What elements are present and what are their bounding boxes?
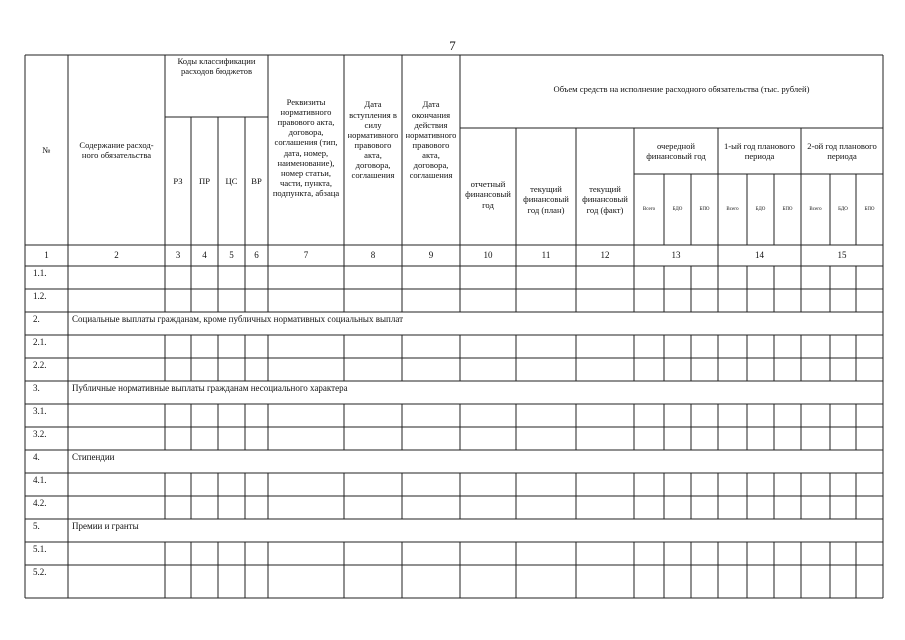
header-plan-year-2: 2-ой год планового периода: [807, 140, 877, 161]
header-budget-codes: Коды классификации расходов бюджетов: [177, 55, 256, 76]
column-number: 5: [229, 250, 234, 261]
header-date-end: Дата окончания действия нормативного правового акта, договора, соглашения: [406, 99, 456, 181]
header-sub-bpo: БПО: [699, 206, 710, 212]
row-number: 3.1.: [33, 406, 47, 416]
section-title: Публичные нормативные выплаты гражданам несоциального характера: [72, 383, 348, 393]
header-report-year: отчетный финансовый год: [465, 179, 511, 210]
header-date-start: Дата вступления в силу нормативного правового акта, договора, соглашения: [348, 99, 398, 181]
row-number: 5.: [33, 521, 40, 531]
row-number: 5.1.: [33, 544, 47, 554]
row-number: 4.: [33, 452, 40, 462]
header-cs: ЦС: [225, 175, 238, 186]
page-number: 7: [449, 38, 456, 53]
row-number: 3.: [33, 383, 40, 393]
header-vr: ВР: [251, 175, 262, 186]
header-plan-year-1: 1-ый год планового периода: [723, 140, 796, 161]
header-no: №: [42, 144, 51, 155]
column-number: 11: [541, 250, 551, 261]
header-sub-vsego: Всего: [809, 206, 822, 212]
column-number: 13: [671, 250, 681, 261]
header-sub-bdo: БДО: [755, 206, 766, 212]
header-pr: ПР: [199, 175, 210, 186]
header-sub-bpo: БПО: [782, 206, 793, 212]
column-number: 15: [837, 250, 847, 261]
header-sub-bpo: БПО: [864, 206, 875, 212]
column-number: 7: [303, 250, 309, 261]
column-number: 6: [254, 250, 259, 261]
header-content: Содержание расход-ного обязательства: [79, 139, 154, 160]
header-current-plan: текущий финансовый год (план): [523, 184, 569, 215]
column-number: 3: [175, 250, 181, 261]
row-number: 2.2.: [33, 360, 47, 370]
header-sub-bdo: БДО: [672, 206, 683, 212]
row-number: 4.1.: [33, 475, 47, 485]
section-title: Социальные выплаты гражданам, кроме публичных нормативных социальных выплат: [72, 314, 404, 324]
column-number: 2: [114, 250, 119, 261]
header-sub-bdo: БДО: [838, 206, 848, 212]
section-title: Стипендии: [72, 452, 115, 462]
row-number: 3.2.: [33, 429, 47, 439]
column-number: 14: [755, 250, 764, 261]
header-next-year: очередной финансовый год: [646, 140, 706, 161]
header-current-fact: текущий финансовый год (факт): [582, 184, 628, 215]
header-sub-vsego: Всего: [726, 206, 739, 212]
header-volume: Объем средств на исполнение расходного обязательства (тыс. рублей): [553, 84, 810, 95]
column-number: 9: [428, 250, 434, 261]
column-number: 12: [600, 250, 610, 261]
row-number: 4.2.: [33, 498, 47, 508]
header-rz: РЗ: [173, 175, 183, 186]
column-number: 10: [483, 250, 493, 261]
column-number: 4: [202, 250, 207, 261]
row-number: 2.: [33, 314, 40, 324]
row-number: 5.2.: [33, 567, 47, 577]
column-number: 1: [44, 250, 49, 261]
row-number: 1.1.: [33, 268, 47, 278]
column-number: 8: [370, 250, 376, 261]
header-sub-vsego: Всего: [642, 206, 656, 212]
section-title: Премии и гранты: [72, 521, 139, 531]
row-number: 2.1.: [33, 337, 47, 347]
header-requisites: Реквизиты нормативного правового акта, договора, соглашения (тип, дата, номер, наименование), номер статьи, части, пункта, подпункта, абзаца: [272, 96, 340, 199]
row-number: 1.2.: [33, 291, 47, 301]
